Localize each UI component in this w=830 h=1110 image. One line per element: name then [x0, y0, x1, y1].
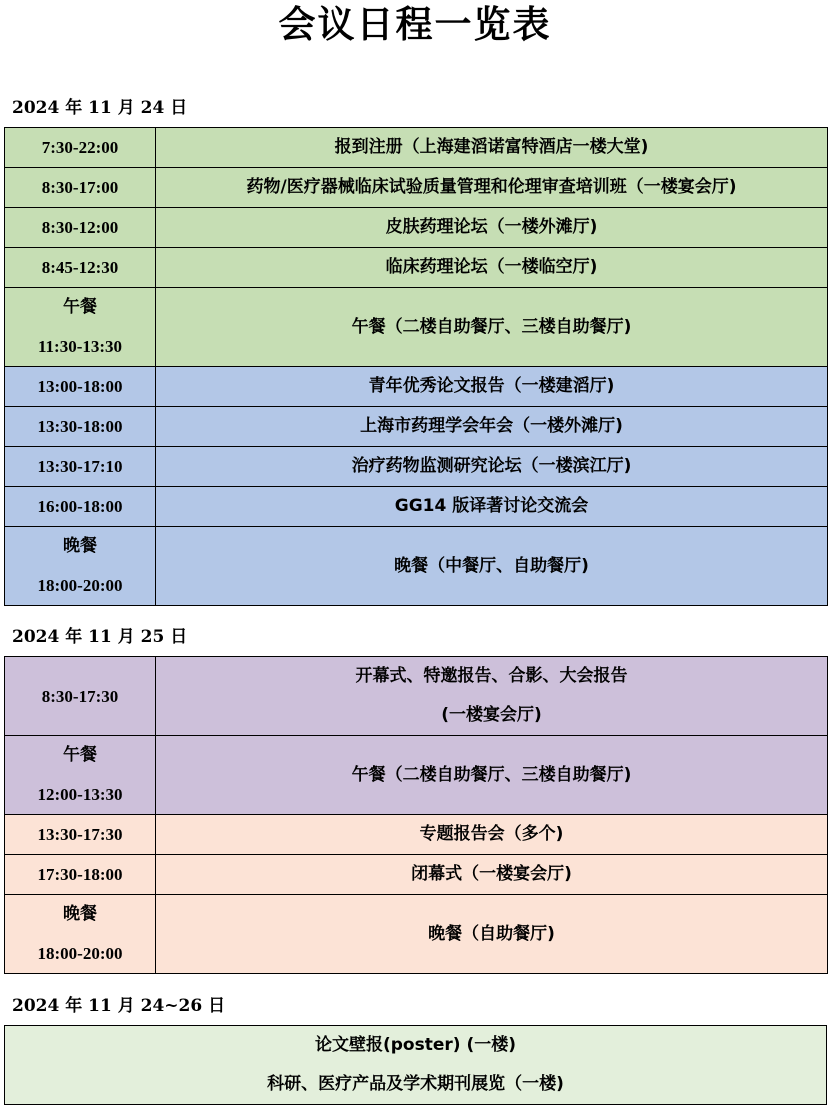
event-cell: 专题报告会（多个): [156, 815, 828, 855]
table-row: [5, 855, 828, 895]
meal-time: 11:30-13:30: [37, 337, 123, 356]
table-row: [5, 367, 828, 407]
event-cell: 青年优秀论文报告（一楼建滔厅): [156, 367, 828, 407]
table-row: [5, 407, 828, 447]
poster-cell: [5, 1026, 827, 1105]
schedule-table-day1: [4, 127, 828, 606]
time-cell: 8:30-12:00: [5, 208, 156, 248]
table-row: [5, 736, 828, 815]
meal-time: 18:00-20:00: [37, 944, 123, 963]
time-cell: [5, 895, 156, 974]
time-cell: 8:30-17:00: [5, 168, 156, 208]
event-cell: 治疗药物监测研究论坛（一楼滨江厅): [156, 447, 828, 487]
time-cell: 17:30-18:00: [5, 855, 156, 895]
schedule-table-day2: [4, 656, 828, 974]
event-cell: 晚餐（自助餐厅): [156, 895, 828, 974]
event-line: 开幕式、特邀报告、合影、大会报告: [355, 666, 628, 686]
event-cell: 闭幕式（一楼宴会厅): [156, 855, 828, 895]
time-cell: 8:45-12:30: [5, 248, 156, 288]
table-row: [5, 815, 828, 855]
time-cell: 7:30-22:00: [5, 128, 156, 168]
time-cell: [5, 288, 156, 367]
time-cell: 13:30-17:10: [5, 447, 156, 487]
meal-label: 晚餐: [63, 536, 97, 556]
meal-label: 晚餐: [63, 904, 97, 924]
time-cell: [5, 527, 156, 606]
meal-label: 午餐: [63, 745, 97, 765]
meal-time: 12:00-13:30: [37, 785, 123, 804]
meal-time: 18:00-20:00: [37, 576, 123, 595]
table-row: [5, 895, 828, 974]
event-cell: 上海市药理学会年会（一楼外滩厅): [156, 407, 828, 447]
time-cell: 16:00-18:00: [5, 487, 156, 527]
event-cell: 皮肤药理论坛（一楼外滩厅): [156, 208, 828, 248]
event-cell: 药物/医疗器械临床试验质量管理和伦理审查培训班（一楼宴会厅): [156, 168, 828, 208]
poster-table: [4, 1025, 827, 1105]
event-cell: 午餐（二楼自助餐厅、三楼自助餐厅): [156, 288, 828, 367]
time-cell: 13:30-17:30: [5, 815, 156, 855]
table-row: [5, 288, 828, 367]
page-title: 会议日程一览表: [278, 3, 552, 46]
event-cell: 报到注册（上海建滔诺富特酒店一楼大堂): [156, 128, 828, 168]
event-cell: 晚餐（中餐厅、自助餐厅): [156, 527, 828, 606]
date-heading-day1: 2024 年 11 月 24 日: [12, 98, 188, 118]
date-heading-day2: 2024 年 11 月 25 日: [12, 627, 188, 647]
table-row: [5, 128, 828, 168]
table-row: [5, 1026, 827, 1105]
event-cell: GG14 版译著讨论交流会: [156, 487, 828, 527]
poster-line: 论文壁报(poster) (一楼): [314, 1035, 516, 1055]
time-cell: 13:00-18:00: [5, 367, 156, 407]
event-cell: 午餐（二楼自助餐厅、三楼自助餐厅): [156, 736, 828, 815]
time-cell: [5, 736, 156, 815]
exhibition-line: 科研、医疗产品及学术期刊展览（一楼): [267, 1074, 564, 1094]
event-cell: 临床药理论坛（一楼临空厅): [156, 248, 828, 288]
meal-label: 午餐: [63, 297, 97, 317]
event-line: (一楼宴会厅): [441, 705, 542, 725]
table-row: [5, 657, 828, 736]
time-cell: 8:30-17:30: [5, 657, 156, 736]
table-row: [5, 168, 828, 208]
table-row: [5, 487, 828, 527]
table-row: [5, 527, 828, 606]
event-cell: [156, 657, 828, 736]
table-row: [5, 447, 828, 487]
date-heading-day3: 2024 年 11 月 24~26 日: [12, 996, 226, 1016]
time-cell: 13:30-18:00: [5, 407, 156, 447]
table-row: [5, 248, 828, 288]
table-row: [5, 208, 828, 248]
